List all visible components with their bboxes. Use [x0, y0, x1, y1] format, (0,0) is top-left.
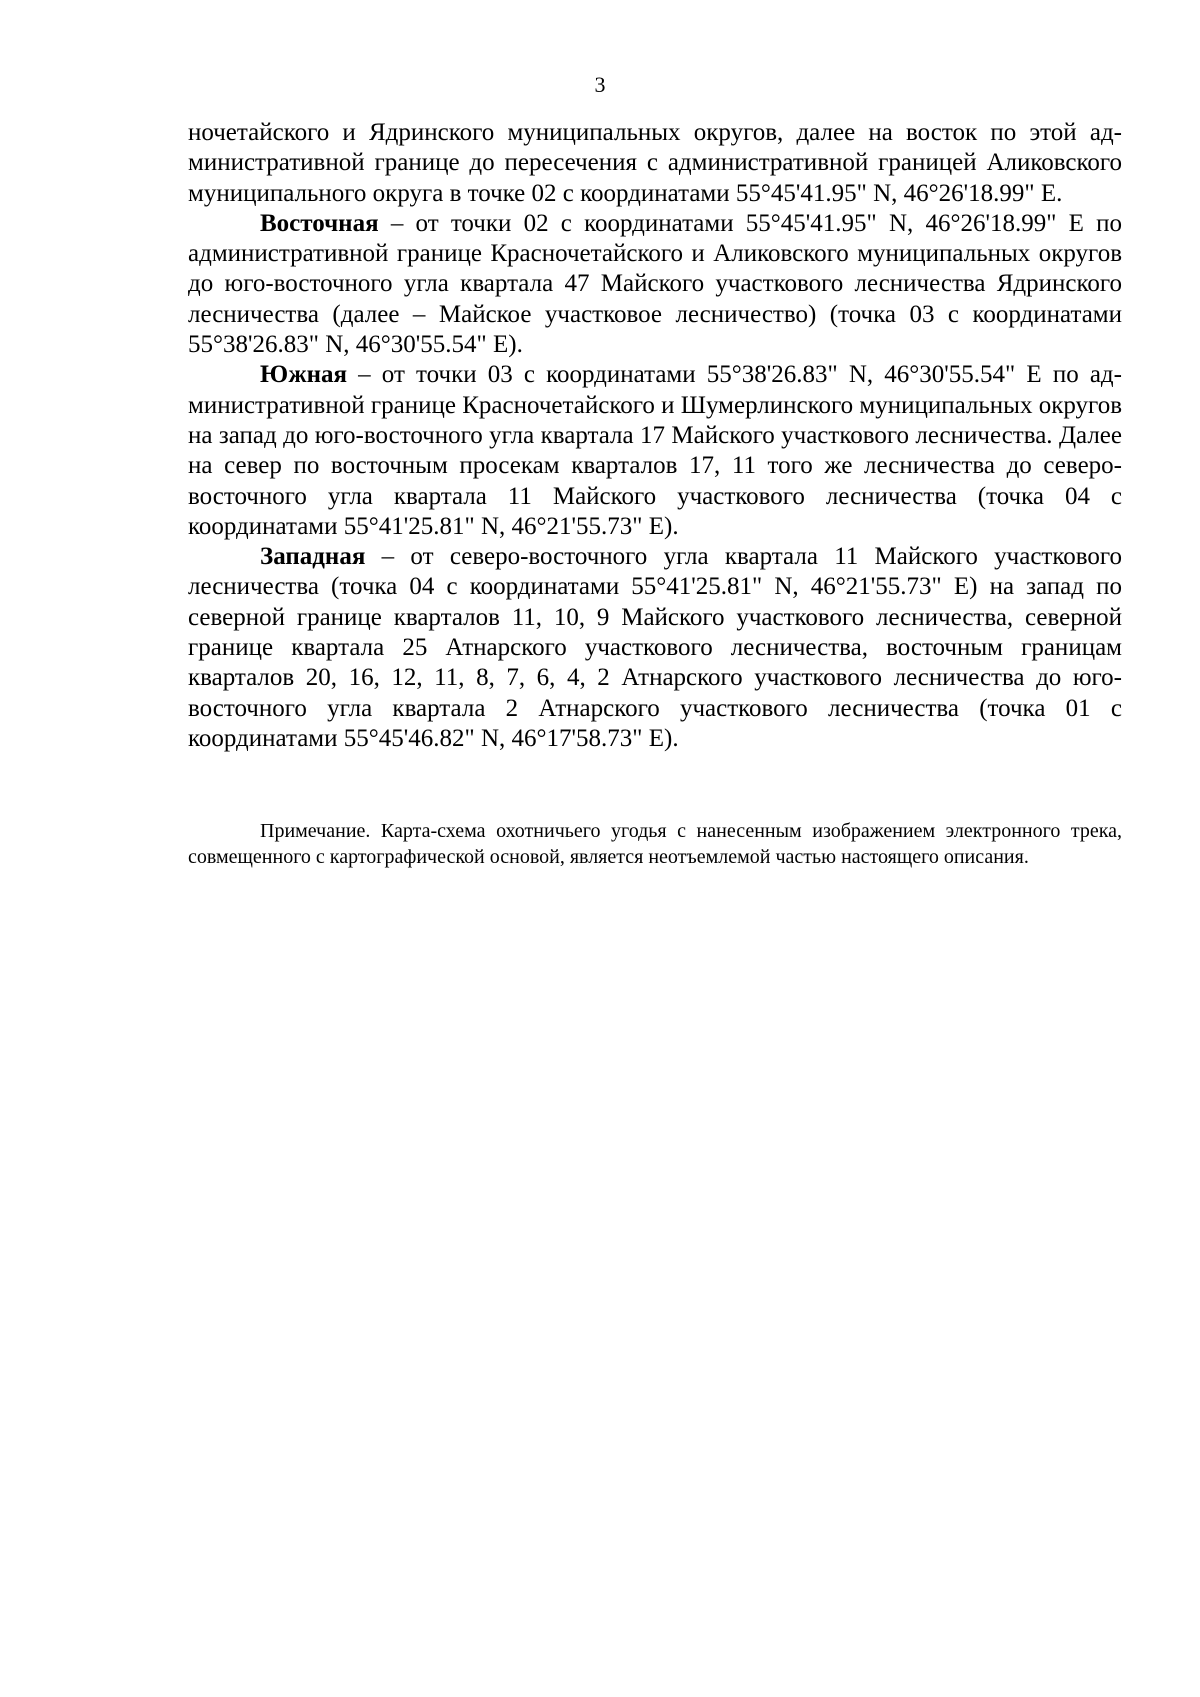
south-boundary-label: Южная	[260, 361, 348, 389]
page-number: 3	[594, 72, 606, 97]
west-boundary-label: Западная	[260, 543, 366, 571]
paragraph-east-boundary	[188, 209, 1122, 360]
east-boundary-label: Восточная	[260, 209, 379, 237]
paragraph-south-boundary	[188, 360, 1122, 542]
paragraph-west-boundary	[188, 542, 1122, 754]
boundary-description	[188, 118, 1122, 754]
footnote-note: Примечание. Карта-схема охотничьего угодья с нанесенным изображением электронного трека, совмещенного с картографической основой, является неотъемлемой частью настоящего описания.	[188, 820, 1122, 868]
south-boundary-text: – от точки 03 с координатами 55°38'26.83" N, 46°30'55.54" E по административной границе Красночетайского и Шумерлинского муниципальных округов на запад до юго-восточного угла квартала 17 Майского участкового лесничества. Далее на север по восточным просекам кварталов 17, 11 того же лесничества до северо-восточного угла квартала 11 Майского участкового лесничества (точка 04 с координатами 55°41'25.81" N, 46°21'55.73" E).	[188, 361, 1122, 540]
west-boundary-text: – от северо-восточного угла квартала 11 Майского участкового лесничества (точка 04 с координатами 55°41'25.81" N, 46°21'55.73" E) на запад по северной границе кварталов 11, 10, 9 Майского участкового лесничества, северной границе квартала 25 Атнарского участкового лесничества, восточным границам кварталов 20, 16, 12, 11, 8, 7, 6, 4, 2 Атнарского участкового лесничества до юго-восточного угла квартала 2 Атнарского участкового лесничества (точка 01 с координатами 55°45'46.82" N, 46°17'58.73" E).	[188, 543, 1122, 752]
east-boundary-text: – от точки 02 с координатами 55°45'41.95" N, 46°26'18.99" E по административной границе Красночетайского и Аликовского муниципальных округов до юго-восточного угла квартала 47 Майского участкового лесничества Ядринского лесничества (далее – Майское участковое лесничество) (точка 03 с координатами 55°38'26.83" N, 46°30'55.54" E).	[188, 209, 1122, 359]
paragraph-continuation: ночетайского и Ядринского муниципальных округов, далее на восток по этой административной границе до пересечения с административной границей Аликовского муниципального округа в точке 02 с координатами 55°45'41.95" N, 46°26'18.99" E.	[188, 119, 1122, 207]
